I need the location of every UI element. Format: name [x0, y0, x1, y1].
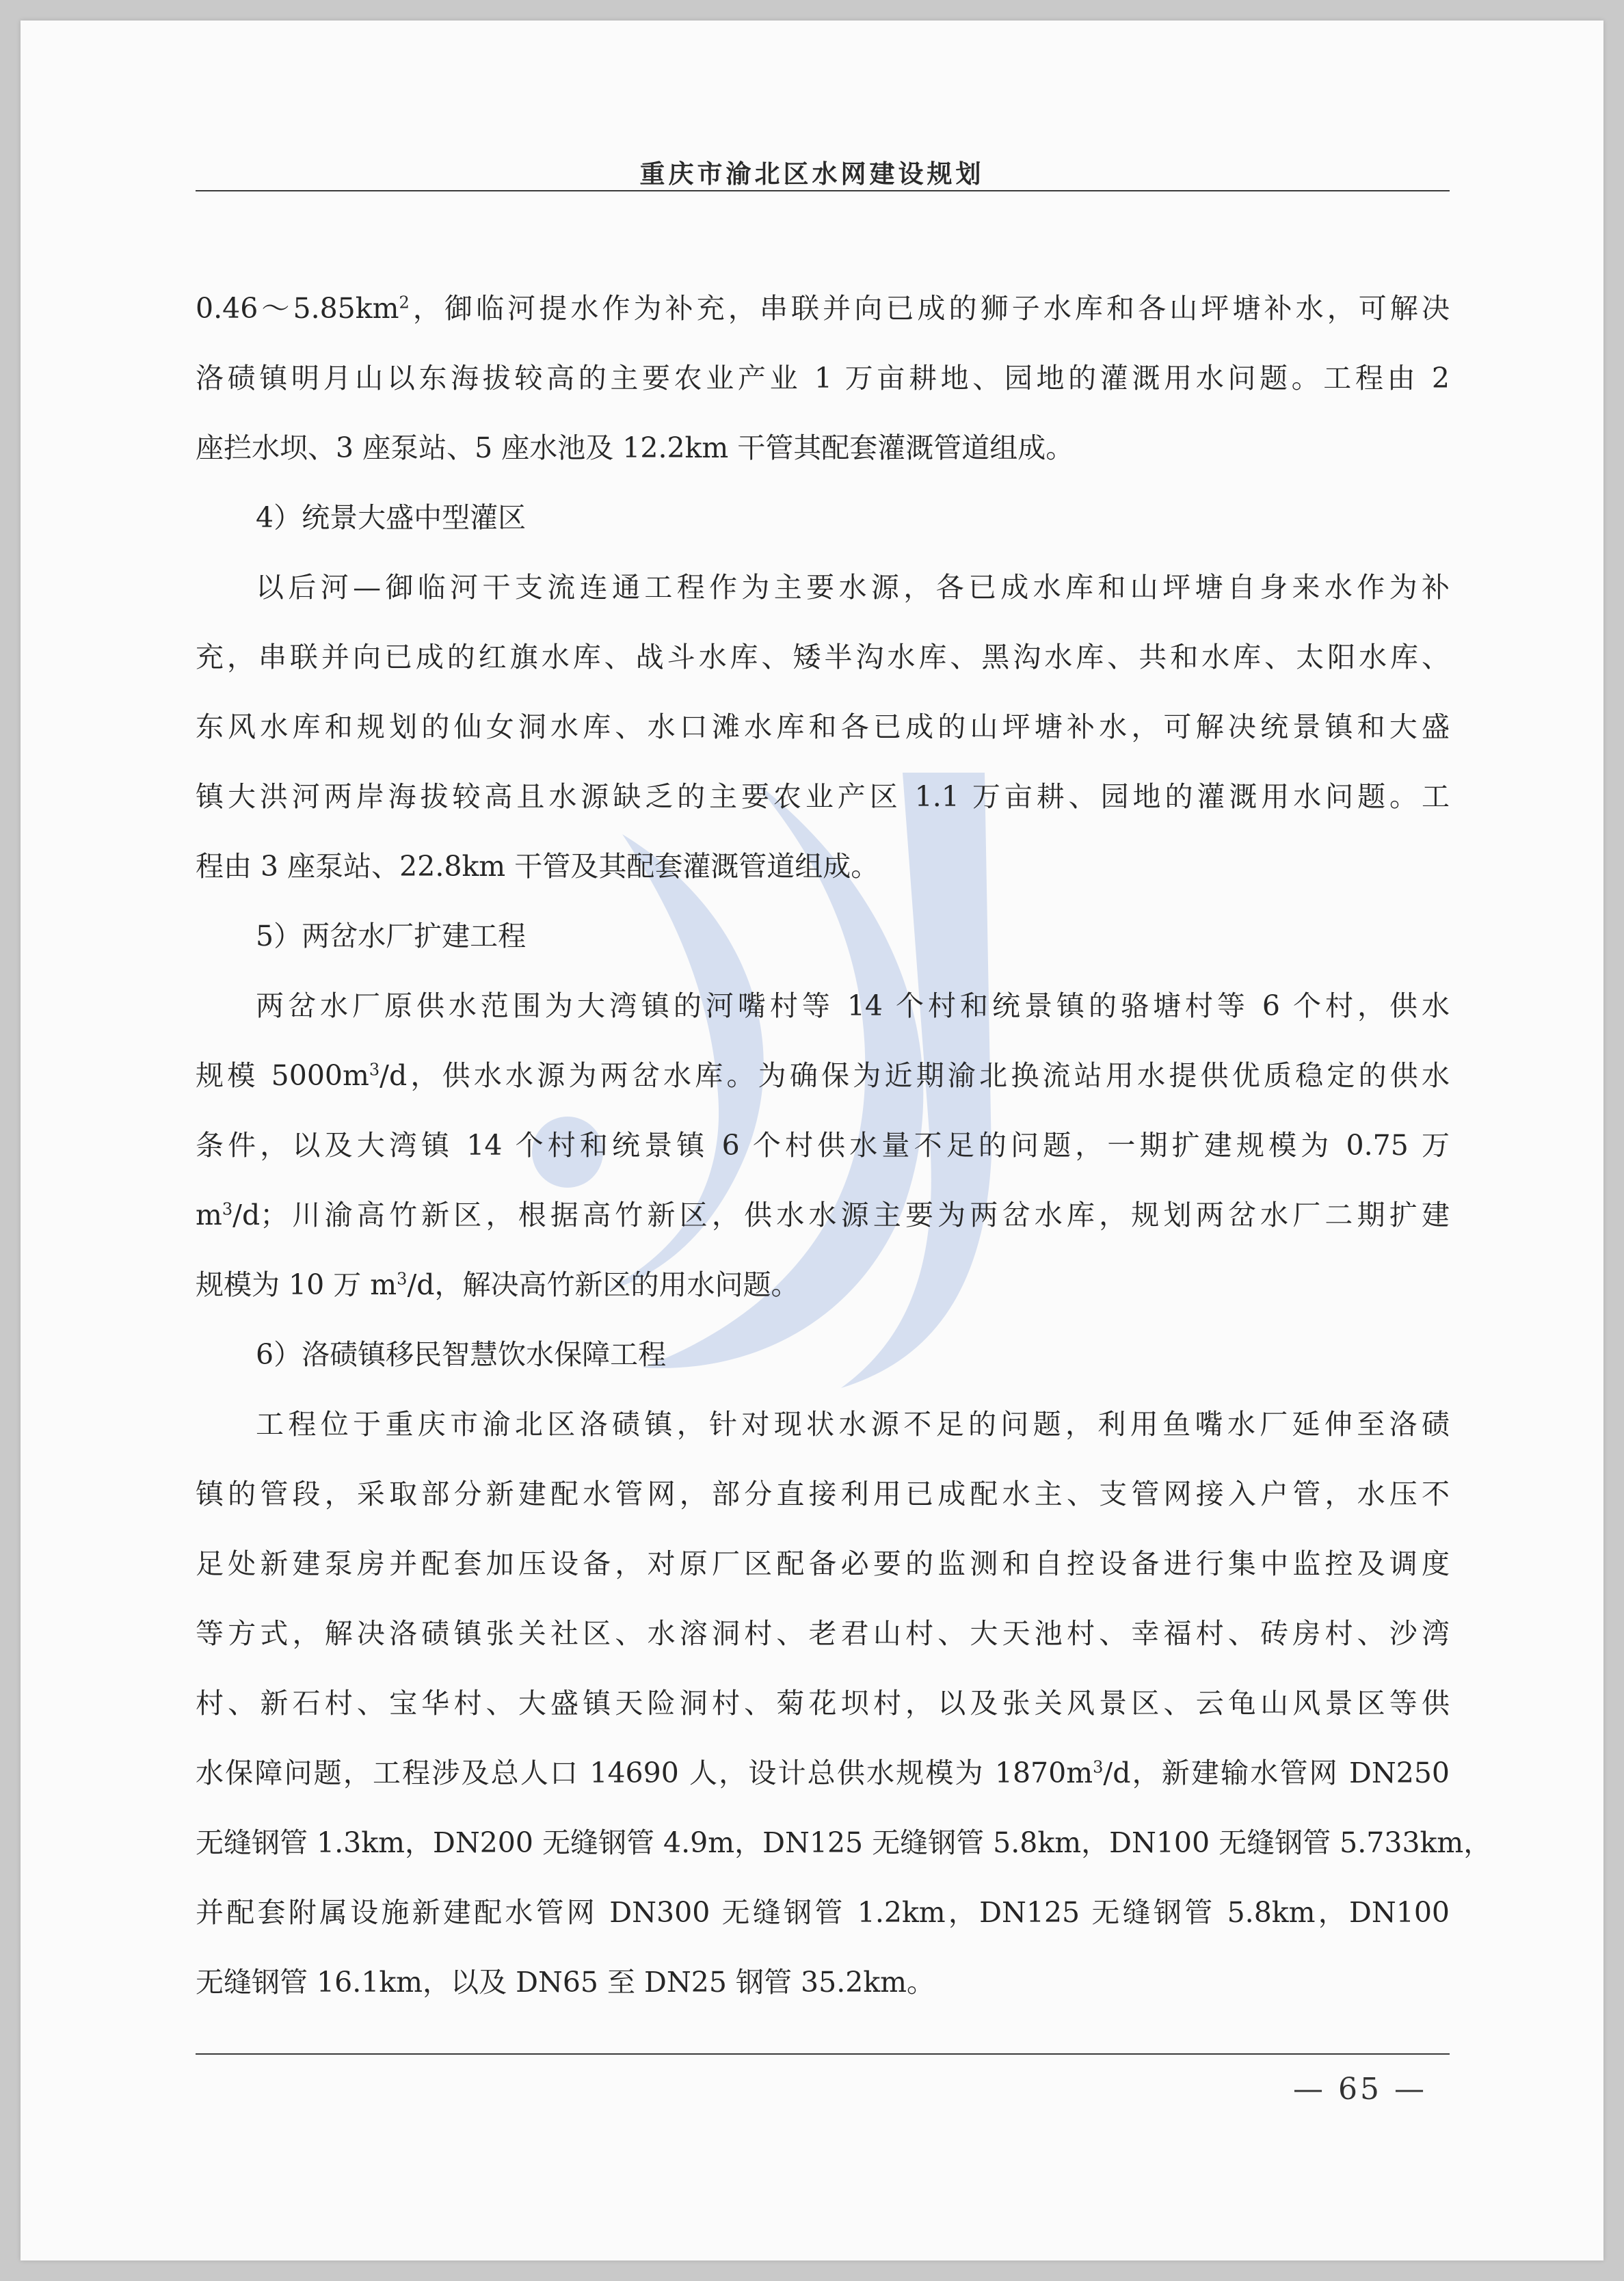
- header-divider: [196, 190, 1450, 191]
- paragraph: [196, 274, 1450, 483]
- text-line: 水保障问题，工程涉及总人口 14690 人，设计总供水规模为 $1870m^3/d$，新建输水管网 DN250: [196, 1757, 1450, 1789]
- text-line: 工程位于重庆市渝北区洛碛镇，针对现状水源不足的问题，利用鱼嘴水厂延伸至洛碛: [256, 1408, 1450, 1441]
- section-heading: 6）洛碛镇移民智慧饮水保障工程: [256, 1338, 667, 1371]
- text-line: 镇的管段，采取部分新建配水管网，部分直接利用已成配水主、支管网接入户管，水压不: [196, 1478, 1450, 1510]
- text-line: 规模 $5000m^3/d$，供水水源为两岔水库。为确保为近期渝北换流站用水提供优质稳定的供水: [196, 1059, 1450, 1092]
- text-line: $0.46\sim 5.85km^2$，御临河提水作为补充，串联并向已成的狮子水库和各山坪塘补水，可解决: [196, 292, 1450, 325]
- text-line: 并配套附属设施新建配水管网 DN300 无缝钢管 1.2km，DN125 无缝钢管 5.8km，DN100: [196, 1896, 1450, 1929]
- text-line: 足处新建泵房并配套加压设备，对原厂区配备必要的监测和自控设备进行集中监控及调度: [196, 1547, 1450, 1580]
- section-heading: 5）两岔水厂扩建工程: [256, 920, 527, 952]
- text-line: 东风水库和规划的仙女洞水库、水口滩水库和各已成的山坪塘补水，可解决统景镇和大盛: [196, 710, 1450, 743]
- text-line: 村、新石村、宝华村、大盛镇天险洞村、菊花坝村，以及张关风景区、云龟山风景区等供: [196, 1687, 1450, 1720]
- document-header-title: 重庆市渝北区水网建设规划: [639, 159, 985, 189]
- text-line: 两岔水厂原供水范围为大湾镇的河嘴村等 14 个村和统景镇的骆塘村等 6 个村，供水: [256, 989, 1450, 1022]
- text-line: 规模为 10 万 $m^3/d$，解决高竹新区的用水问题。: [196, 1268, 799, 1301]
- page-number: — 65 —: [1293, 2072, 1427, 2107]
- document-page: [21, 21, 1603, 2260]
- footer-divider: [196, 2053, 1450, 2055]
- text-line: 无缝钢管 16.1km，以及 DN65 至 DN25 钢管 35.2km。: [196, 1966, 935, 1999]
- text-line: 无缝钢管 1.3km，DN200 无缝钢管 4.9m，DN125 无缝钢管 5.8km，DN100 无缝钢管 5.733km，: [196, 1826, 1492, 1859]
- text-line: 条件，以及大湾镇 14 个村和统景镇 6 个村供水量不足的问题，一期扩建规模为 0.75 万: [196, 1129, 1450, 1162]
- document-body: [196, 274, 1492, 2017]
- section-heading: 4）统景大盛中型灌区: [256, 501, 527, 534]
- paragraph: [196, 1389, 1492, 2017]
- text-line: 充，串联并向已成的红旗水库、战斗水库、矮半沟水库、黑沟水库、共和水库、太阳水库、: [196, 641, 1450, 673]
- text-line: 洛碛镇明月山以东海拔较高的主要农业产业 1 万亩耕地、园地的灌溉用水问题。工程由 2: [196, 362, 1450, 395]
- text-line: 座拦水坝、3 座泵站、5 座水池及 12.2km 干管其配套灌溉管道组成。: [196, 431, 1074, 464]
- text-line: 等方式，解决洛碛镇张关社区、水溶洞村、老君山村、大天池村、幸福村、砖房村、沙湾: [196, 1617, 1450, 1650]
- text-line: $m^3/d$；川渝高竹新区，根据高竹新区，供水水源主要为两岔水库，规划两岔水厂二期扩建: [196, 1199, 1450, 1231]
- text-line: 镇大洪河两岸海拔较高且水源缺乏的主要农业产区 1.1 万亩耕、园地的灌溉用水问题。工: [196, 780, 1450, 813]
- paragraph: [196, 971, 1450, 1320]
- text-line: 以后河—御临河干支流连通工程作为主要水源，各已成水库和山坪塘自身来水作为补: [256, 571, 1450, 604]
- text-line: 程由 3 座泵站、22.8km 干管及其配套灌溉管道组成。: [196, 850, 879, 883]
- paragraph: [196, 552, 1450, 901]
